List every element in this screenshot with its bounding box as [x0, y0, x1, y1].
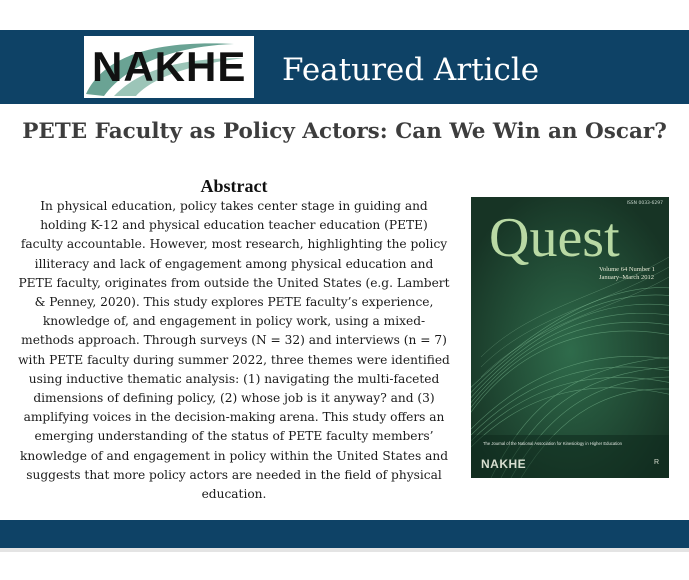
bottom-divider: [0, 548, 689, 552]
article-title: PETE Faculty as Policy Actors: Can We Win an Oscar?: [22, 119, 667, 144]
banner-title: Featured Article: [282, 52, 540, 88]
cover-publisher-mark: R: [653, 459, 659, 466]
journal-cover-image: [471, 197, 669, 478]
logo-text: NAKHE: [92, 43, 247, 90]
nakhe-logo: [84, 36, 254, 98]
cover-volume-info: [599, 266, 655, 282]
cover-logo: NAKHE: [481, 457, 527, 471]
bottom-banner: [0, 520, 689, 548]
abstract-body: In physical education, policy takes center stage in guiding and holding K-12 and physical education teacher education (PETE) faculty accountable. However, most research, highlighting the policy illiteracy and lack of engagement among physical education and PETE faculty, originates from outside the United States (e.g. Lambert & Penney, 2020). This study explores PETE faculty’s experience, knowledge of, and engagement in policy work, using a mixed-methods approach. Through surveys (N = 32) and interviews (n = 7) with PETE faculty during summer 2022, three themes were identified using inductive thematic analysis: (1) navigating the multi-faceted dimensions of defining policy, (2) whose job is it anyway? and (3) amplifying voices in the decision-making arena. This study offers an emerging understanding of the status of PETE faculty members’ knowledge of and engagement in policy within the United States and suggests that more policy actors are needed in the field of physical education.: [18, 199, 450, 502]
cover-volume: Volume 64 Number 1: [598, 266, 655, 273]
cover-issn: ISSN 0033-6297: [626, 201, 663, 206]
cover-title: Quest: [489, 207, 620, 269]
cover-date: January–March 2012: [598, 274, 655, 281]
cover-journal-line: The Journal of the National Association for Kinesiology in Higher Education: [483, 441, 622, 446]
abstract-heading: Abstract: [200, 176, 268, 196]
